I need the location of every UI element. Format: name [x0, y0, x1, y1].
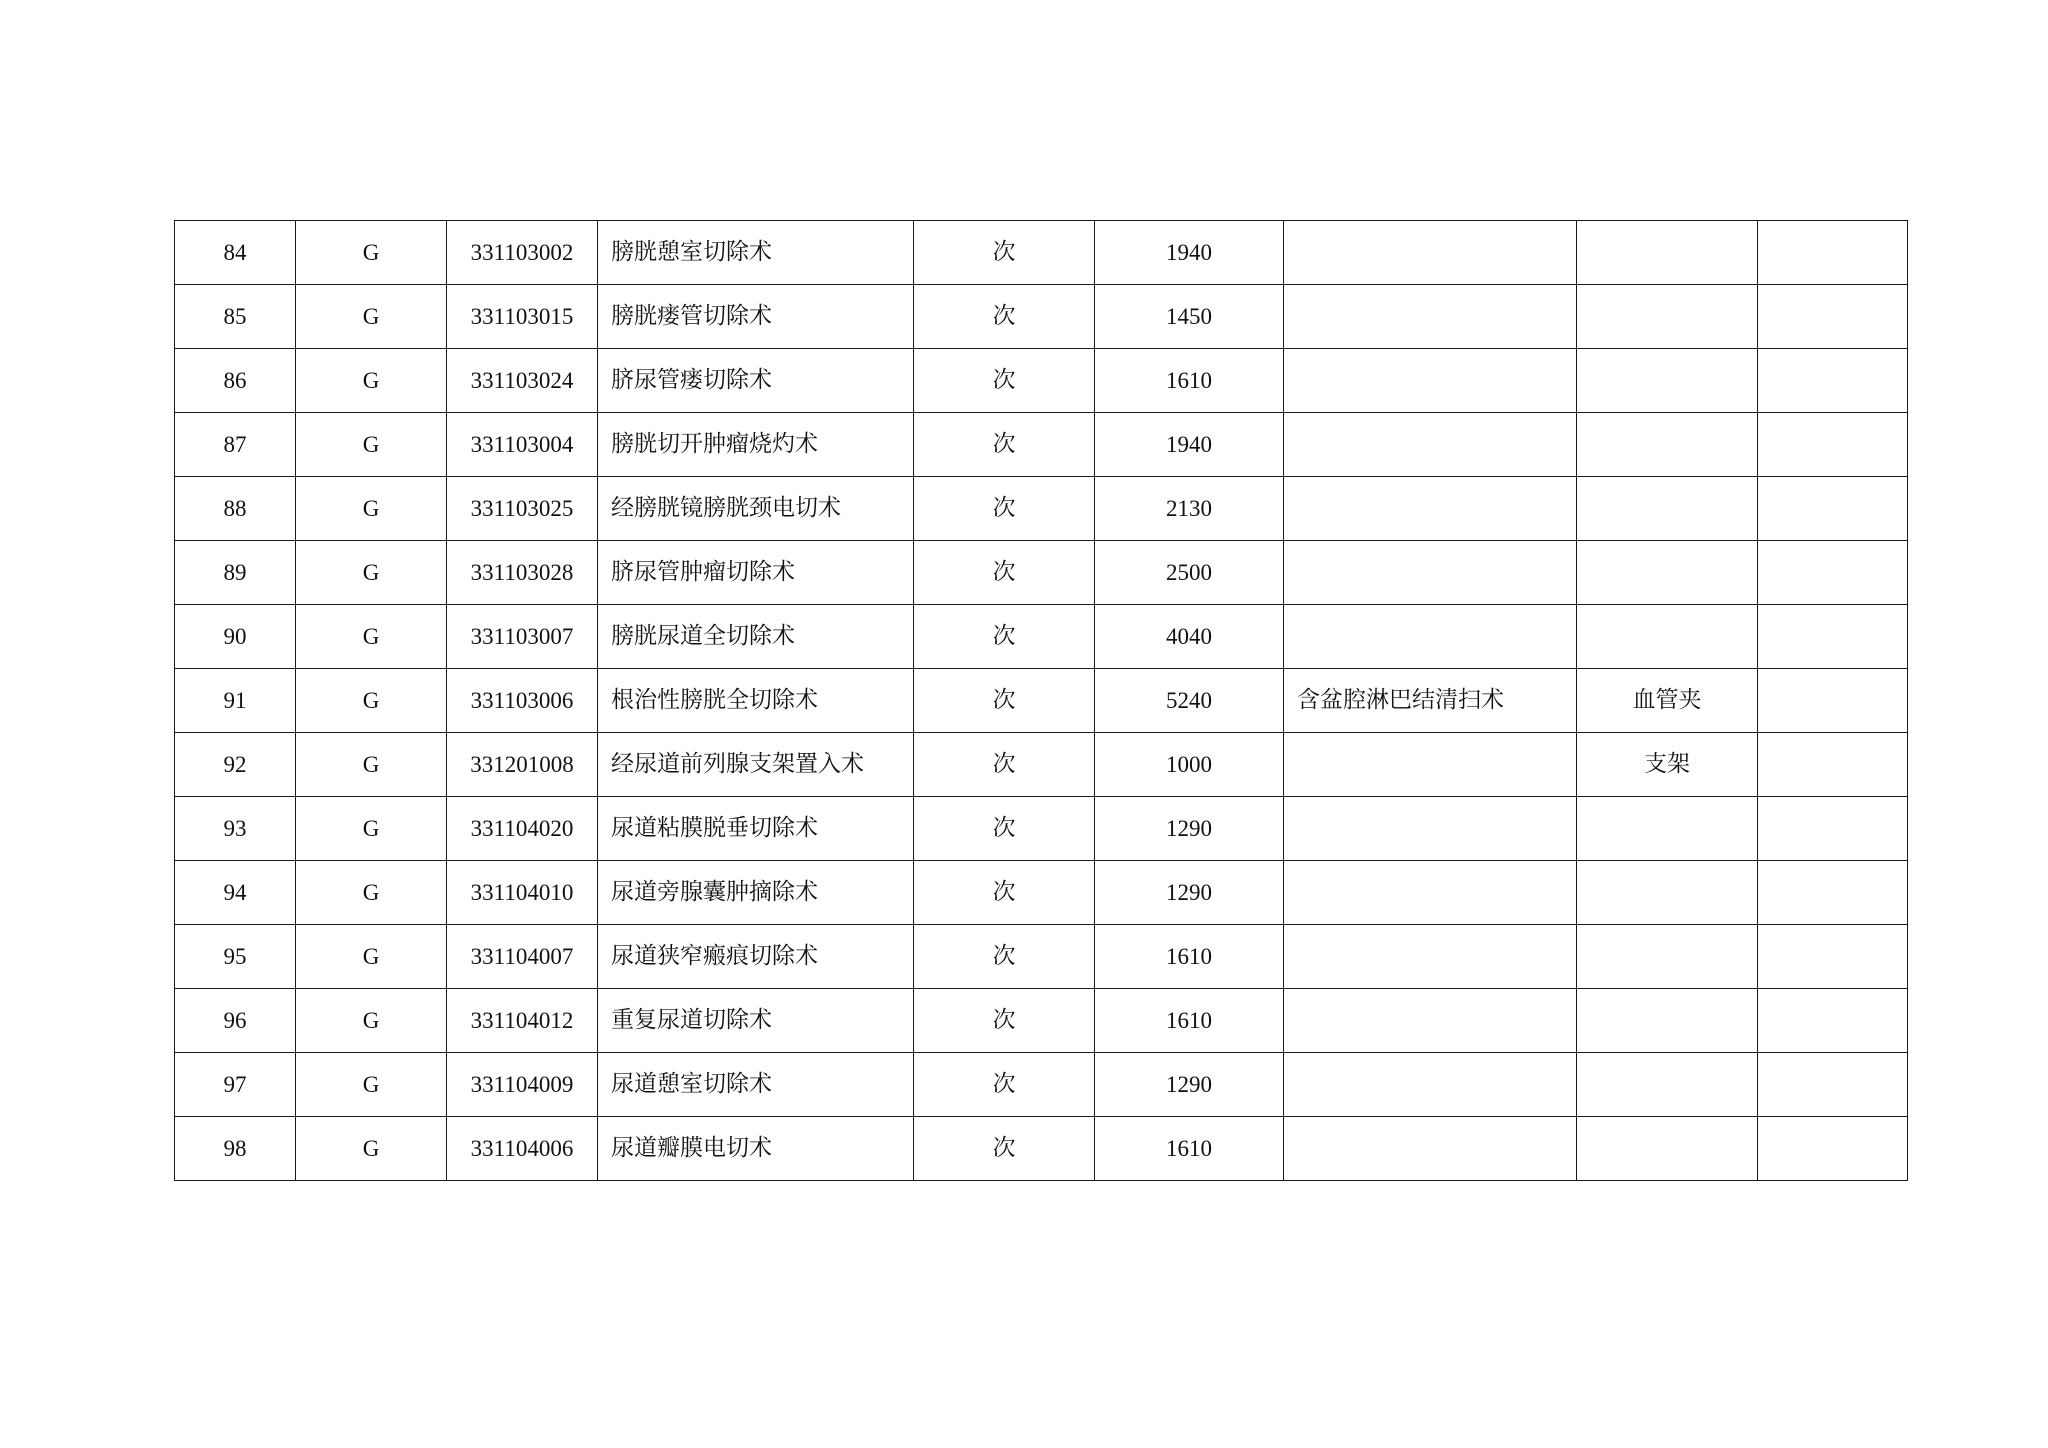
unit-cell: 次	[914, 477, 1095, 541]
table-row	[175, 541, 1908, 605]
remark-cell	[1758, 989, 1908, 1053]
price-cell: 4040	[1095, 605, 1284, 669]
table-row	[175, 605, 1908, 669]
table-row	[175, 413, 1908, 477]
unit-cell: 次	[914, 733, 1095, 797]
unit-cell: 次	[914, 605, 1095, 669]
price-cell: 1450	[1095, 285, 1284, 349]
price-cell: 1000	[1095, 733, 1284, 797]
item-name-cell: 经膀胱镜膀胱颈电切术	[598, 477, 914, 541]
remark-cell	[1758, 669, 1908, 733]
table-row	[175, 1053, 1908, 1117]
table-body	[175, 221, 1908, 1181]
item-code-cell: 331103024	[447, 349, 598, 413]
category-cell: G	[296, 861, 447, 925]
item-code-cell: 331103028	[447, 541, 598, 605]
excluded-item-cell: 血管夹	[1577, 669, 1758, 733]
table-row	[175, 989, 1908, 1053]
excluded-item-cell	[1577, 413, 1758, 477]
price-cell: 1610	[1095, 925, 1284, 989]
item-code-cell: 331103007	[447, 605, 598, 669]
unit-cell: 次	[914, 861, 1095, 925]
category-cell: G	[296, 605, 447, 669]
category-cell: G	[296, 541, 447, 605]
unit-cell: 次	[914, 1053, 1095, 1117]
row-number-cell: 91	[175, 669, 296, 733]
item-name-cell: 膀胱切开肿瘤烧灼术	[598, 413, 914, 477]
content-note-cell	[1284, 477, 1577, 541]
item-code-cell: 331104007	[447, 925, 598, 989]
category-cell: G	[296, 733, 447, 797]
remark-cell	[1758, 541, 1908, 605]
item-code-cell: 331104009	[447, 1053, 598, 1117]
unit-cell: 次	[914, 797, 1095, 861]
table-row	[175, 1117, 1908, 1181]
unit-cell: 次	[914, 1117, 1095, 1181]
excluded-item-cell	[1577, 541, 1758, 605]
category-cell: G	[296, 1053, 447, 1117]
price-table-container	[174, 220, 1907, 1181]
price-cell: 1290	[1095, 1053, 1284, 1117]
price-cell: 1290	[1095, 797, 1284, 861]
content-note-cell	[1284, 221, 1577, 285]
category-cell: G	[296, 989, 447, 1053]
unit-cell: 次	[914, 989, 1095, 1053]
excluded-item-cell	[1577, 221, 1758, 285]
price-cell: 1940	[1095, 413, 1284, 477]
row-number-cell: 88	[175, 477, 296, 541]
table-row	[175, 669, 1908, 733]
row-number-cell: 86	[175, 349, 296, 413]
content-note-cell	[1284, 1053, 1577, 1117]
content-note-cell	[1284, 733, 1577, 797]
category-cell: G	[296, 669, 447, 733]
row-number-cell: 97	[175, 1053, 296, 1117]
category-cell: G	[296, 413, 447, 477]
remark-cell	[1758, 285, 1908, 349]
category-cell: G	[296, 477, 447, 541]
table-row	[175, 221, 1908, 285]
excluded-item-cell	[1577, 1053, 1758, 1117]
row-number-cell: 93	[175, 797, 296, 861]
excluded-item-cell	[1577, 605, 1758, 669]
content-note-cell	[1284, 349, 1577, 413]
item-name-cell: 尿道憩室切除术	[598, 1053, 914, 1117]
price-cell: 2130	[1095, 477, 1284, 541]
price-cell: 1290	[1095, 861, 1284, 925]
item-name-cell: 脐尿管瘘切除术	[598, 349, 914, 413]
category-cell: G	[296, 925, 447, 989]
remark-cell	[1758, 605, 1908, 669]
category-cell: G	[296, 285, 447, 349]
item-code-cell: 331201008	[447, 733, 598, 797]
remark-cell	[1758, 221, 1908, 285]
price-cell: 1610	[1095, 1117, 1284, 1181]
category-cell: G	[296, 1117, 447, 1181]
item-code-cell: 331104012	[447, 989, 598, 1053]
excluded-item-cell	[1577, 285, 1758, 349]
remark-cell	[1758, 1053, 1908, 1117]
item-name-cell: 尿道狭窄瘢痕切除术	[598, 925, 914, 989]
item-name-cell: 尿道粘膜脱垂切除术	[598, 797, 914, 861]
item-code-cell: 331103006	[447, 669, 598, 733]
row-number-cell: 95	[175, 925, 296, 989]
content-note-cell	[1284, 413, 1577, 477]
item-name-cell: 膀胱憩室切除术	[598, 221, 914, 285]
unit-cell: 次	[914, 349, 1095, 413]
table-row	[175, 349, 1908, 413]
row-number-cell: 92	[175, 733, 296, 797]
item-code-cell: 331103015	[447, 285, 598, 349]
item-code-cell: 331103002	[447, 221, 598, 285]
unit-cell: 次	[914, 669, 1095, 733]
table-row	[175, 861, 1908, 925]
content-note-cell	[1284, 285, 1577, 349]
excluded-item-cell	[1577, 349, 1758, 413]
excluded-item-cell	[1577, 797, 1758, 861]
excluded-item-cell	[1577, 989, 1758, 1053]
excluded-item-cell	[1577, 861, 1758, 925]
content-note-cell	[1284, 1117, 1577, 1181]
content-note-cell	[1284, 861, 1577, 925]
unit-cell: 次	[914, 285, 1095, 349]
unit-cell: 次	[914, 541, 1095, 605]
remark-cell	[1758, 733, 1908, 797]
table-row	[175, 733, 1908, 797]
excluded-item-cell	[1577, 477, 1758, 541]
content-note-cell	[1284, 797, 1577, 861]
remark-cell	[1758, 797, 1908, 861]
table-row	[175, 925, 1908, 989]
unit-cell: 次	[914, 221, 1095, 285]
row-number-cell: 96	[175, 989, 296, 1053]
excluded-item-cell	[1577, 1117, 1758, 1181]
remark-cell	[1758, 1117, 1908, 1181]
price-cell: 1610	[1095, 989, 1284, 1053]
category-cell: G	[296, 797, 447, 861]
item-code-cell: 331103004	[447, 413, 598, 477]
price-table	[174, 220, 1908, 1181]
item-name-cell: 经尿道前列腺支架置入术	[598, 733, 914, 797]
category-cell: G	[296, 221, 447, 285]
item-name-cell: 膀胱尿道全切除术	[598, 605, 914, 669]
table-row	[175, 285, 1908, 349]
item-code-cell: 331104020	[447, 797, 598, 861]
remark-cell	[1758, 349, 1908, 413]
item-name-cell: 尿道瓣膜电切术	[598, 1117, 914, 1181]
excluded-item-cell	[1577, 925, 1758, 989]
item-name-cell: 根治性膀胱全切除术	[598, 669, 914, 733]
price-cell: 1940	[1095, 221, 1284, 285]
price-cell: 5240	[1095, 669, 1284, 733]
row-number-cell: 90	[175, 605, 296, 669]
table-row	[175, 797, 1908, 861]
row-number-cell: 84	[175, 221, 296, 285]
table-row	[175, 477, 1908, 541]
content-note-cell	[1284, 925, 1577, 989]
row-number-cell: 85	[175, 285, 296, 349]
item-name-cell: 脐尿管肿瘤切除术	[598, 541, 914, 605]
price-cell: 1610	[1095, 349, 1284, 413]
remark-cell	[1758, 861, 1908, 925]
unit-cell: 次	[914, 925, 1095, 989]
item-name-cell: 重复尿道切除术	[598, 989, 914, 1053]
content-note-cell	[1284, 989, 1577, 1053]
row-number-cell: 98	[175, 1117, 296, 1181]
row-number-cell: 87	[175, 413, 296, 477]
row-number-cell: 89	[175, 541, 296, 605]
content-note-cell	[1284, 605, 1577, 669]
row-number-cell: 94	[175, 861, 296, 925]
remark-cell	[1758, 477, 1908, 541]
excluded-item-cell: 支架	[1577, 733, 1758, 797]
item-name-cell: 膀胱瘘管切除术	[598, 285, 914, 349]
item-code-cell: 331104006	[447, 1117, 598, 1181]
unit-cell: 次	[914, 413, 1095, 477]
content-note-cell	[1284, 541, 1577, 605]
price-cell: 2500	[1095, 541, 1284, 605]
item-name-cell: 尿道旁腺囊肿摘除术	[598, 861, 914, 925]
remark-cell	[1758, 413, 1908, 477]
item-code-cell: 331104010	[447, 861, 598, 925]
remark-cell	[1758, 925, 1908, 989]
category-cell: G	[296, 349, 447, 413]
item-code-cell: 331103025	[447, 477, 598, 541]
content-note-cell: 含盆腔淋巴结清扫术	[1284, 669, 1577, 733]
